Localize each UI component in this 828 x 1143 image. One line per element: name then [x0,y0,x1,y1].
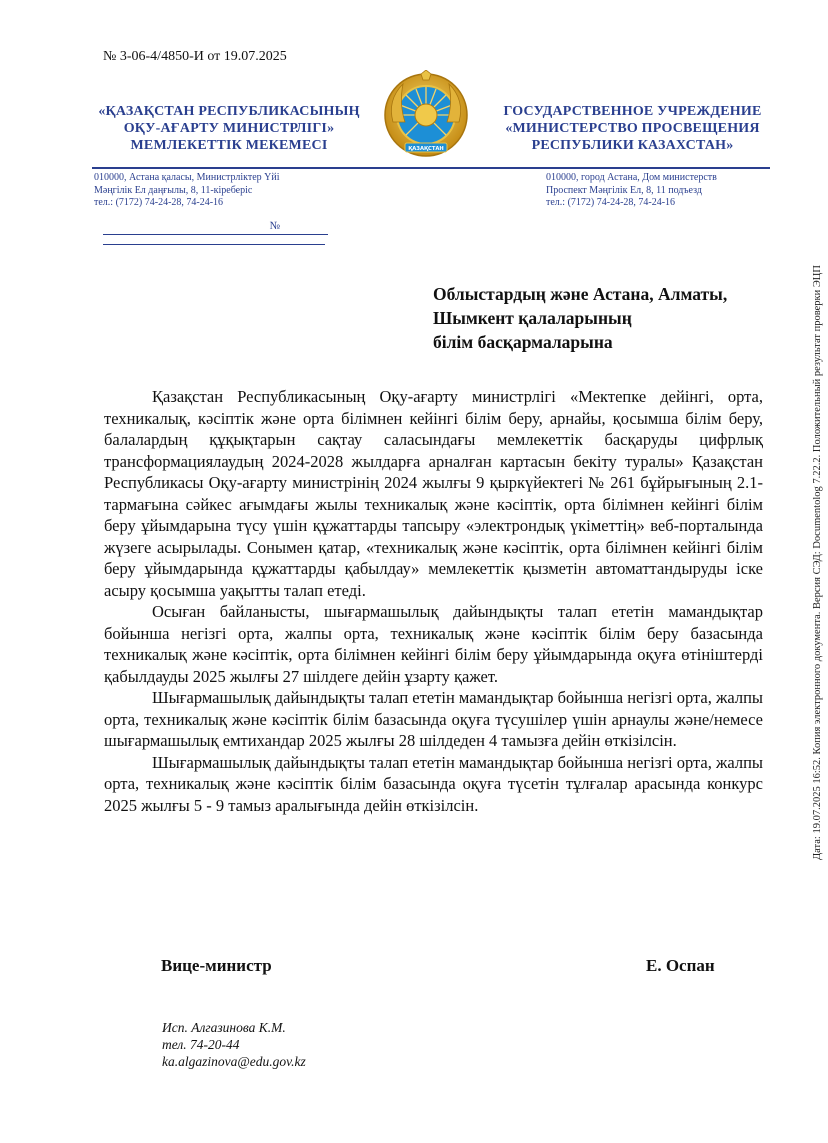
address-kz [94,172,280,210]
org-ru-line3: РЕСПУБЛИКИ КАЗАХСТАН» [531,138,734,153]
body-paragraph-4: Шығармашылық дайындықты талап ететін мамандықтар бойынша негізгі орта, жалпы орта, техникалық және кәсіптік білім базасында оқуға түсетін тұлғалар арасында конкурс 2025 жылғы 5 - 9 тамыз аралығында дейін өткізілсін. [104,752,763,815]
header-divider [92,167,770,169]
org-kz-line1: «ҚАЗАҚСТАН РЕСПУБЛИКАСЫНЫҢ [98,104,360,119]
addressee-line2: Шымкент қалаларының [433,308,632,328]
addr-kz-line3: тел.: (7172) 74-24-28, 74-24-16 [94,197,224,208]
registration-number-line [103,222,328,235]
executor-info [162,1019,306,1070]
edms-verification-note: Дата: 19.07.2025 16:52. Копия электронного документа. Версия СЭД: Documentolog 7.22.2. Положительный результат проверки ЭЦП [812,265,823,860]
org-kz-line2: ОҚУ-АҒАРТУ МИНИСТРЛІГІ» [123,121,335,136]
addr-ru-line3: тел.: (7172) 74-24-28, 74-24-16 [546,197,676,208]
kazakhstan-state-emblem-icon [383,70,469,164]
registration-date-line [103,244,325,245]
organization-name-kz [84,103,374,154]
signatory-name: Е. Оспан [646,956,715,975]
org-ru-line2: «МИНИСТЕРСТВО ПРОСВЕЩЕНИЯ [505,121,760,136]
body-paragraph-1: Қазақстан Республикасының Оқу-ағарту министрлігі «Мектепке дейінгі, орта, техникалық, кәсіптік және орта білімнен кейінгі білім беру, арнайы, қосымша білім беру, балалардың құқықтарын сақтау саласындағы мемлекеттік басқаруды цифрлық трансформациялаудың 2024-2028 жылдарға арналған картасын бекіту туралы» Қазақстан Республикасы Оқу-ағарту министрінің 2024 жылғы 9 қыркүйектегі № 261 бұйрығының 2.1-тармағына сәйкес ағымдағы жылы техникалық және кәсіптік, орта білімнен кейінгі білім беру ұйымдарына түсу үшін құжаттарды тапсыру «электрондық үкіметтің» веб-порталында жүзеге асырылады. Сонымен қатар, «техникалық және кәсіптік, орта білімнен кейінгі білім беру ұйымдарында құжаттарды қабылдау» мемлекеттік қызметін автоматтандыруды іске асыру қосымша уақытты талап етеді. [104,387,763,600]
executor-name: Исп. Алгазинова К.М. [162,1020,286,1035]
letter-body [104,386,763,816]
address-ru [546,172,717,210]
document-number: № 3-06-4/4850-И от 19.07.2025 [103,49,287,64]
addressee-line1: Облыстардың және Астана, Алматы, [433,284,728,304]
org-kz-line3: МЕМЛЕКЕТТІК МЕКЕМЕСІ [130,138,328,153]
addr-ru-line1: 010000, город Астана, Дом министерств [546,172,717,183]
addr-kz-line2: Мәңгілік Ел даңғылы, 8, 11-кіреберіс [94,184,253,196]
addr-ru-line2: Проспект Мәңгілік Ел, 8, 11 подъезд [546,184,702,196]
addressee-line3: білім басқармаларына [433,332,613,352]
registration-number-label: № [269,220,280,232]
body-paragraph-3: Шығармашылық дайындықты талап ететін мамандықтар бойынша негізгі орта, жалпы орта, техникалық және кәсіптік білім базасында оқуға түсушілер үшін арнаулы және/немесе шығармашылық емтихандар 2025 жылғы 28 шілдеден 4 тамызға дейін өткізілсін. [104,688,763,750]
addr-kz-line1: 010000, Астана қаласы, Министрліктер Үйі [94,172,280,183]
executor-email: ka.algazinova@edu.gov.kz [162,1054,306,1069]
organization-name-ru [490,103,775,154]
addressee-block [433,282,727,354]
org-ru-line1: ГОСУДАРСТВЕННОЕ УЧРЕЖДЕНИЕ [503,104,762,119]
executor-phone: тел. 74-20-44 [162,1037,240,1052]
body-paragraph-2: Осыған байланысты, шығармашылық дайындықты талап ететін мамандықтар бойынша негізгі орта, жалпы орта, техникалық және кәсіптік білім беру базасында техникалық және кәсіптік, орта білімнен кейінгі білім беру ұйымдарында оқуға өтініштерді қабылдауды 2025 жылғы 27 шілдеге дейін ұзарту қажет. [104,602,763,686]
signatory-title: Вице-министр [161,956,272,975]
emblem-text: ҚАЗАҚСТАН [408,146,444,152]
